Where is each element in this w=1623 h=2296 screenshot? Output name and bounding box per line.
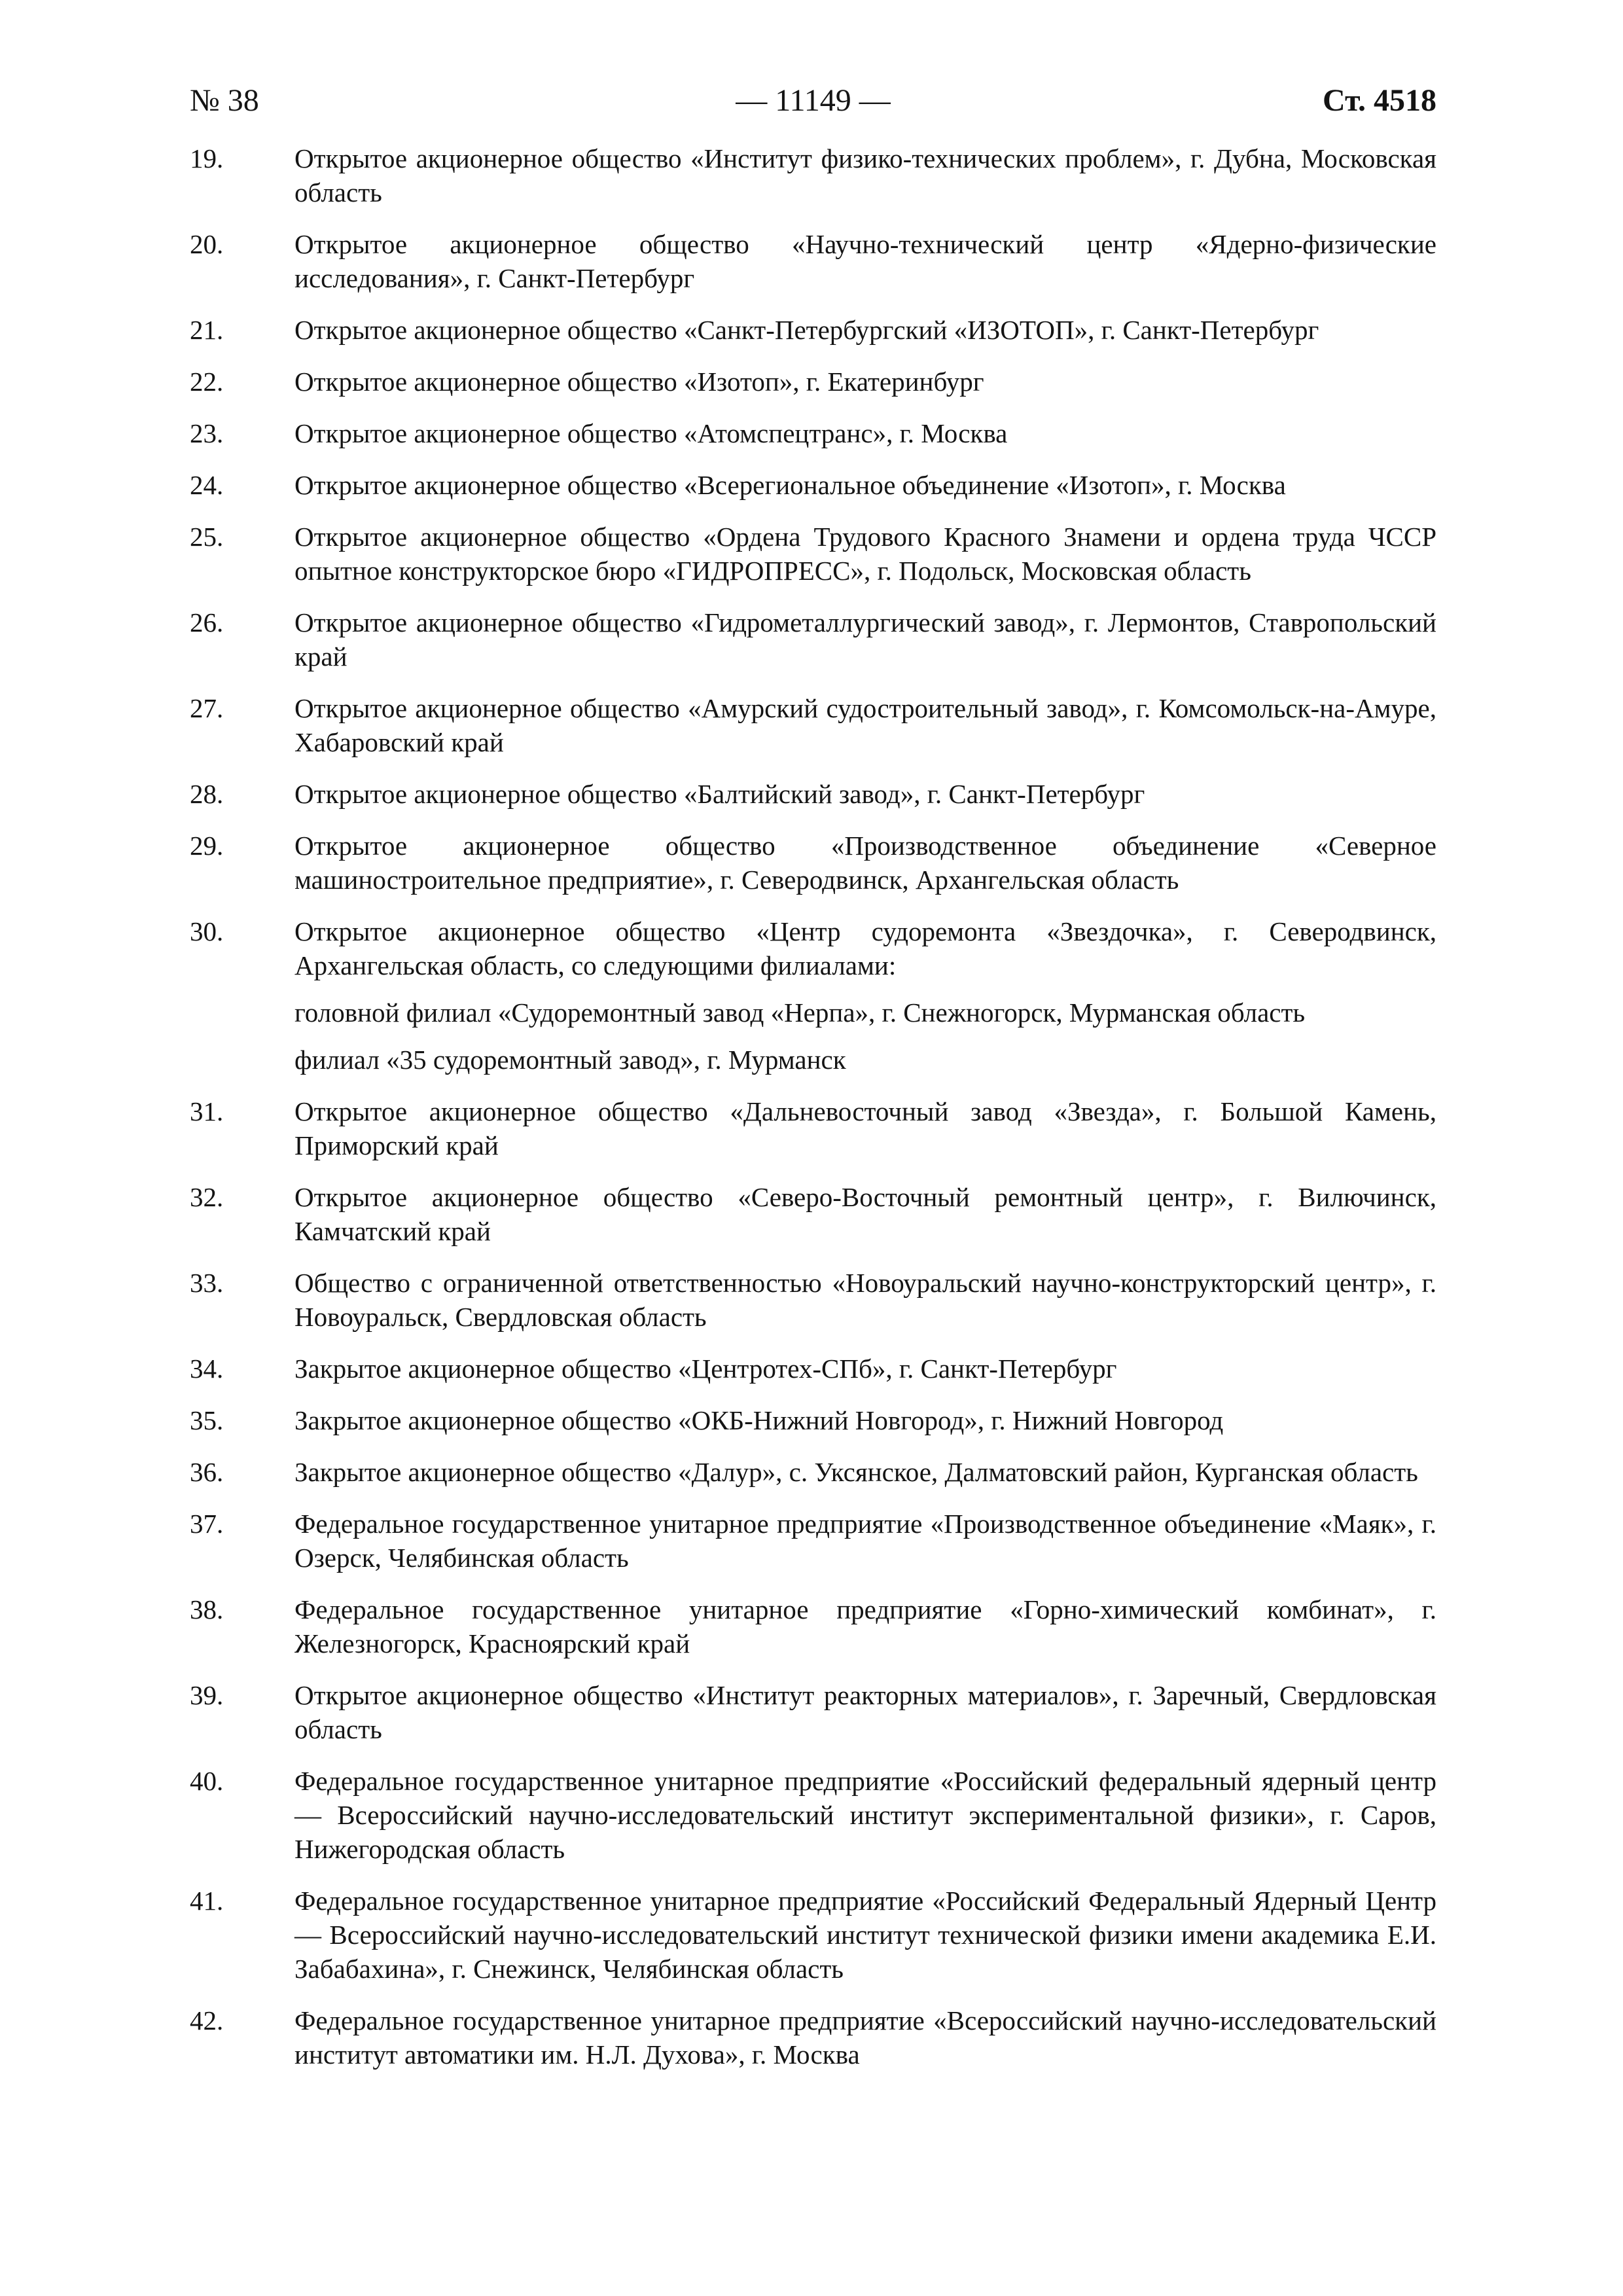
item-number: 25. [190,522,224,552]
item-number: 26. [190,607,224,637]
item-number: 36. [190,1457,224,1487]
list-item [190,1180,1436,1248]
list-item [190,313,1436,347]
item-body [294,777,1436,811]
item-body [294,416,1436,450]
item-number: 21. [190,315,224,345]
item-text: Закрытое акционерное общество «Далур», с. Уксянское, Далматовский район, Курганская область [294,1457,1418,1487]
item-body [294,605,1436,673]
list-item [190,829,1436,897]
list-item [190,1592,1436,1660]
list-item [190,1094,1436,1162]
item-body [294,520,1436,588]
item-text: Открытое акционерное общество «Научно-технический центр «Ядерно-физические исследования», г. Санкт-Петербург [294,229,1436,293]
item-body [294,1455,1436,1489]
article-number: Ст. 4518 [1323,83,1436,118]
item-number: 28. [190,779,224,809]
item-number: 30. [190,916,224,946]
item-text: Открытое акционерное общество «Центр судоремонта «Звездочка», г. Северодвинск, Архангельская область, со следующими филиалами: [294,916,1436,980]
item-text: Открытое акционерное общество «Балтийский завод», г. Санкт-Петербург [294,779,1145,809]
item-body [294,1094,1436,1162]
item-text: Открытое акционерное общество «Атомспецтранс», г. Москва [294,418,1008,448]
list-item [190,416,1436,450]
page-number: — 11149 — [736,83,891,118]
item-body [294,829,1436,897]
item-text: Закрытое акционерное общество «Центротех-СПб», г. Санкт-Петербург [294,1354,1117,1384]
item-number: 22. [190,367,224,397]
item-number: 20. [190,229,224,259]
list-item [190,777,1436,811]
list-item [190,520,1436,588]
item-number: 34. [190,1354,224,1384]
item-number: 40. [190,1766,224,1796]
list-item [190,2003,1436,2072]
item-number: 29. [190,831,224,861]
item-body [294,1266,1436,1334]
list-item [190,1266,1436,1334]
item-number: 35. [190,1405,224,1435]
item-body [294,1352,1436,1386]
list-item [190,141,1436,209]
item-body [294,1592,1436,1660]
item-text: Открытое акционерное общество «Санкт-Петербургский «ИЗОТОП», г. Санкт-Петербург [294,315,1319,345]
item-text: Федеральное государственное унитарное предприятие «Горно-химический комбинат», г. Железногорск, Красноярский край [294,1594,1436,1659]
item-text: Федеральное государственное унитарное предприятие «Всероссийский научно-исследовательский институт автоматики им. Н.Л. Духова», г. Москва [294,2005,1436,2070]
item-number: 31. [190,1096,224,1126]
item-text: Открытое акционерное общество «Ордена Трудового Красного Знамени и ордена труда ЧССР опытное конструкторское бюро «ГИДРОПРЕСС», г. Подольск, Московская область [294,522,1436,586]
list-item [190,605,1436,673]
item-body [294,1403,1436,1437]
item-number: 19. [190,143,224,173]
item-body [294,691,1436,759]
item-number: 41. [190,1886,224,1916]
list-item [190,1764,1436,1866]
item-body [294,1678,1436,1746]
item-number: 27. [190,693,224,723]
branch-text: филиал «35 судоремонтный завод», г. Мурманск [294,1045,846,1075]
item-body [294,141,1436,209]
document-page [190,77,1436,2089]
item-body [294,313,1436,347]
item-text: Открытое акционерное общество «Институт физико-технических проблем», г. Дубна, Московская область [294,143,1436,207]
item-text: Открытое акционерное общество «Гидрометаллургический завод», г. Лермонтов, Ставропольский край [294,607,1436,672]
item-body [294,1180,1436,1248]
issue-number: № 38 [190,83,259,118]
item-number: 23. [190,418,224,448]
item-body [294,1884,1436,1986]
organization-list [190,141,1436,2072]
item-text: Федеральное государственное унитарное предприятие «Российский федеральный ядерный центр — Всероссийский научно-исследовательский институт экспериментальной физики», г. Саров, Нижегородская область [294,1766,1436,1864]
list-item [190,1403,1436,1437]
page-header [190,77,1436,124]
item-number: 37. [190,1509,224,1539]
list-item [190,468,1436,502]
item-body [294,1507,1436,1575]
item-text: Открытое акционерное общество «Амурский судостроительный завод», г. Комсомольск-на-Амуре, Хабаровский край [294,693,1436,757]
item-body [294,2003,1436,2072]
list-item [190,1884,1436,1986]
item-text: Открытое акционерное общество «Производственное объединение «Северное машиностроительное предприятие», г. Северодвинск, Архангельская область [294,831,1436,895]
item-body [294,227,1436,295]
list-item [190,1455,1436,1489]
item-number: 24. [190,470,224,500]
item-body [294,1764,1436,1866]
list-item [190,1507,1436,1575]
item-text: Открытое акционерное общество «Институт реакторных материалов», г. Заречный, Свердловская область [294,1680,1436,1744]
item-text: Открытое акционерное общество «Изотоп», г. Екатеринбург [294,367,984,397]
list-item [190,1352,1436,1386]
list-item [190,691,1436,759]
branch-text: головной филиал «Судоремонтный завод «Нерпа», г. Снежногорск, Мурманская область [294,997,1306,1028]
item-text: Открытое акционерное общество «Дальневосточный завод «Звезда», г. Большой Камень, Приморский край [294,1096,1436,1160]
item-text: Федеральное государственное унитарное предприятие «Российский Федеральный Ядерный Центр — Всероссийский научно-исследовательский институт технической физики имени академика Е.И. Забабахина», г. Снежинск, Челябинская область [294,1886,1436,1984]
item-text: Открытое акционерное общество «Всерегиональное объединение «Изотоп», г. Москва [294,470,1286,500]
list-item [190,1678,1436,1746]
item-number: 38. [190,1594,224,1624]
list-item [190,227,1436,295]
item-number: 32. [190,1182,224,1212]
item-number: 39. [190,1680,224,1710]
item-text: Открытое акционерное общество «Северо-Восточный ремонтный центр», г. Вилючинск, Камчатский край [294,1182,1436,1246]
item-text: Общество с ограниченной ответственностью «Новоуральский научно-конструкторский центр», г. Новоуральск, Свердловская область [294,1268,1436,1332]
item-text: Федеральное государственное унитарное предприятие «Производственное объединение «Маяк», г. Озерск, Челябинская область [294,1509,1436,1573]
list-item [190,914,1436,1077]
list-item [190,365,1436,399]
item-body [294,914,1436,1077]
item-text: Закрытое акционерное общество «ОКБ-Нижний Новгород», г. Нижний Новгород [294,1405,1224,1435]
item-body [294,365,1436,399]
item-number: 33. [190,1268,224,1298]
item-number: 42. [190,2005,224,2036]
item-body [294,468,1436,502]
